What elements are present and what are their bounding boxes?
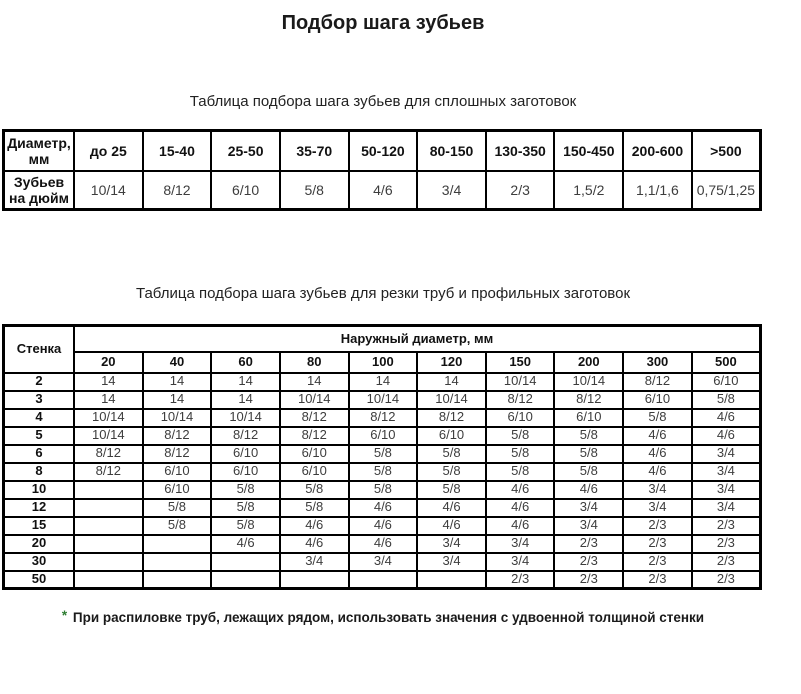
pitch-value: 4/6 (692, 427, 761, 445)
pitch-value: 3/4 (692, 463, 761, 481)
diameter-column-header: 80 (280, 352, 349, 373)
wall-thickness-label: 2 (4, 373, 75, 391)
pitch-value: 2/3 (554, 553, 623, 571)
teeth-per-inch-value: 0,75/1,25 (692, 171, 761, 210)
pitch-value: 4/6 (349, 535, 418, 553)
teeth-per-inch-value: 6/10 (211, 171, 280, 210)
pitch-value: 4/6 (349, 499, 418, 517)
pitch-value: 5/8 (417, 463, 486, 481)
pitch-value (417, 571, 486, 589)
diameter-range-header: 130-350 (486, 131, 555, 171)
diameter-column-header: 120 (417, 352, 486, 373)
pitch-value: 6/10 (143, 463, 212, 481)
pitch-value (211, 553, 280, 571)
pitch-value: 10/14 (74, 409, 143, 427)
wall-thickness-label: 20 (4, 535, 75, 553)
pitch-value: 10/14 (486, 373, 555, 391)
pitch-value: 2/3 (623, 571, 692, 589)
pitch-value: 5/8 (349, 445, 418, 463)
pitch-value: 4/6 (692, 409, 761, 427)
pitch-value: 8/12 (554, 391, 623, 409)
pitch-value: 5/8 (211, 517, 280, 535)
pitch-value: 14 (74, 373, 143, 391)
pitch-value: 5/8 (692, 391, 761, 409)
pitch-value: 3/4 (623, 499, 692, 517)
footnote (2, 610, 764, 625)
teeth-per-inch-value: 5/8 (280, 171, 349, 210)
pitch-value: 10/14 (417, 391, 486, 409)
wall-thickness-row (4, 481, 761, 499)
pitch-value (280, 571, 349, 589)
diameter-range-header: 200-600 (623, 131, 692, 171)
pitch-value: 4/6 (280, 535, 349, 553)
pipes-table-caption: Таблица подбора шага зубьев для резки труб и профильных заготовок (135, 285, 631, 302)
pitch-value: 5/8 (143, 499, 212, 517)
diameter-range-header: >500 (692, 131, 761, 171)
wall-thickness-label: 15 (4, 517, 75, 535)
pitch-value: 14 (280, 373, 349, 391)
pitch-value: 2/3 (692, 535, 761, 553)
diameter-range-header: до 25 (74, 131, 143, 171)
pitch-value: 3/4 (486, 553, 555, 571)
pitch-value: 2/3 (692, 571, 761, 589)
pitch-value: 3/4 (554, 517, 623, 535)
teeth-per-inch-value: 10/14 (74, 171, 143, 210)
diameter-row-header: Диаметр, мм (4, 131, 75, 171)
diameter-column-header: 500 (692, 352, 761, 373)
teeth-per-inch-value: 2/3 (486, 171, 555, 210)
wall-thickness-row (4, 391, 761, 409)
pitch-value: 6/10 (486, 409, 555, 427)
pitch-value: 8/12 (143, 445, 212, 463)
pitch-value: 3/4 (692, 499, 761, 517)
pitch-value: 4/6 (417, 499, 486, 517)
pitch-value: 8/12 (417, 409, 486, 427)
teeth-per-inch-row (4, 171, 761, 210)
pitch-value (349, 571, 418, 589)
pipes-profiles-table (2, 324, 762, 590)
pitch-value: 5/8 (143, 517, 212, 535)
pitch-value: 3/4 (417, 535, 486, 553)
pitch-value (74, 571, 143, 589)
wall-thickness-row (4, 463, 761, 481)
solid-stock-table-body (4, 131, 761, 210)
pipes-table-header (4, 326, 761, 373)
wall-thickness-row (4, 445, 761, 463)
pitch-value: 14 (417, 373, 486, 391)
pitch-value: 10/14 (280, 391, 349, 409)
pitch-value: 10/14 (554, 373, 623, 391)
pitch-value: 2/3 (692, 517, 761, 535)
footnote-text: При распиловке труб, лежащих рядом, использовать значения с удвоенной толщиной стенки (72, 610, 705, 625)
solid-stock-table-caption: Таблица подбора шага зубьев для сплошных заготовок (189, 93, 577, 110)
teeth-per-inch-value: 4/6 (349, 171, 418, 210)
diameter-header-row (4, 131, 761, 171)
solid-stock-table (2, 129, 762, 211)
pitch-value: 8/12 (143, 427, 212, 445)
pitch-value: 2/3 (623, 535, 692, 553)
pitch-value (143, 553, 212, 571)
pitch-value (74, 553, 143, 571)
wall-thickness-label: 12 (4, 499, 75, 517)
pitch-value: 8/12 (74, 463, 143, 481)
pitch-value: 4/6 (211, 535, 280, 553)
pitch-value: 4/6 (486, 517, 555, 535)
pitch-value: 5/8 (554, 463, 623, 481)
pitch-value: 8/12 (349, 409, 418, 427)
pitch-value: 6/10 (143, 481, 212, 499)
pitch-value: 3/4 (280, 553, 349, 571)
pitch-value: 6/10 (280, 445, 349, 463)
teeth-per-inch-value: 8/12 (143, 171, 212, 210)
wall-thickness-row (4, 427, 761, 445)
pitch-value: 4/6 (349, 517, 418, 535)
diameter-range-header: 50-120 (349, 131, 418, 171)
wall-thickness-row (4, 409, 761, 427)
wall-thickness-row (4, 517, 761, 535)
pitch-value: 10/14 (349, 391, 418, 409)
teeth-per-inch-value: 3/4 (417, 171, 486, 210)
pitch-value: 6/10 (692, 373, 761, 391)
pitch-value: 4/6 (623, 463, 692, 481)
wall-thickness-label: 4 (4, 409, 75, 427)
wall-thickness-row (4, 571, 761, 589)
pitch-value: 4/6 (486, 481, 555, 499)
pitch-value: 5/8 (211, 499, 280, 517)
diameter-range-header: 35-70 (280, 131, 349, 171)
pitch-value: 5/8 (623, 409, 692, 427)
pitch-value: 3/4 (623, 481, 692, 499)
pitch-value: 2/3 (692, 553, 761, 571)
pitch-value: 4/6 (623, 427, 692, 445)
pitch-value: 4/6 (417, 517, 486, 535)
pitch-value: 8/12 (280, 427, 349, 445)
diameter-column-header: 150 (486, 352, 555, 373)
wall-thickness-label: 8 (4, 463, 75, 481)
pitch-value: 3/4 (349, 553, 418, 571)
diameter-column-header: 40 (143, 352, 212, 373)
pitch-value: 14 (349, 373, 418, 391)
diameter-range-header: 150-450 (554, 131, 623, 171)
teeth-per-inch-value: 1,1/1,6 (623, 171, 692, 210)
diameter-column-header: 60 (211, 352, 280, 373)
wall-thickness-row (4, 553, 761, 571)
pitch-value: 14 (211, 391, 280, 409)
diameter-column-header: 200 (554, 352, 623, 373)
pitch-value: 3/4 (692, 481, 761, 499)
pitch-value (74, 535, 143, 553)
outer-diameter-group-row (4, 326, 761, 352)
pitch-value (74, 499, 143, 517)
pitch-value: 10/14 (74, 427, 143, 445)
pitch-value: 2/3 (623, 517, 692, 535)
page-title: Подбор шага зубьев (281, 12, 485, 34)
pitch-value: 5/8 (417, 481, 486, 499)
pitch-value: 6/10 (349, 427, 418, 445)
pitch-value: 6/10 (211, 445, 280, 463)
wall-thickness-label: 3 (4, 391, 75, 409)
pitch-value: 8/12 (623, 373, 692, 391)
pitch-value: 6/10 (417, 427, 486, 445)
pitch-value: 3/4 (417, 553, 486, 571)
diameter-column-header: 300 (623, 352, 692, 373)
teeth-row-header: Зубьев на дюйм (4, 171, 75, 210)
pitch-value: 14 (143, 373, 212, 391)
diameter-range-header: 25-50 (211, 131, 280, 171)
pitch-value: 5/8 (486, 445, 555, 463)
wall-thickness-row (4, 499, 761, 517)
pitch-value (143, 535, 212, 553)
pitch-value (74, 481, 143, 499)
pitch-value: 4/6 (280, 517, 349, 535)
pitch-value: 14 (211, 373, 280, 391)
diameter-range-header: 80-150 (417, 131, 486, 171)
diameter-columns-row (4, 352, 761, 373)
pitch-value: 2/3 (623, 553, 692, 571)
wall-thickness-label: 30 (4, 553, 75, 571)
pitch-value: 5/8 (349, 463, 418, 481)
pitch-value: 6/10 (623, 391, 692, 409)
diameter-column-header: 100 (349, 352, 418, 373)
diameter-range-header: 15-40 (143, 131, 212, 171)
wall-thickness-label: 6 (4, 445, 75, 463)
wall-thickness-label: 10 (4, 481, 75, 499)
pitch-value: 5/8 (211, 481, 280, 499)
pitch-value: 5/8 (280, 499, 349, 517)
pitch-value (74, 517, 143, 535)
pitch-value: 6/10 (280, 463, 349, 481)
pitch-value: 4/6 (486, 499, 555, 517)
pitch-value: 5/8 (417, 445, 486, 463)
pitch-value: 5/8 (349, 481, 418, 499)
pitch-value: 6/10 (554, 409, 623, 427)
pitch-value: 8/12 (280, 409, 349, 427)
wall-thickness-row (4, 373, 761, 391)
pitch-value: 10/14 (143, 409, 212, 427)
pitch-value: 5/8 (280, 481, 349, 499)
pitch-value (211, 571, 280, 589)
diameter-column-header: 20 (74, 352, 143, 373)
wall-thickness-label: 5 (4, 427, 75, 445)
pitch-value: 5/8 (486, 427, 555, 445)
pitch-value: 2/3 (486, 571, 555, 589)
pipes-table-body (4, 373, 761, 589)
outer-diameter-group-header: Наружный диаметр, мм (74, 326, 761, 352)
pitch-value: 8/12 (74, 445, 143, 463)
pitch-value: 5/8 (554, 445, 623, 463)
pitch-value: 5/8 (554, 427, 623, 445)
wall-thickness-label: 50 (4, 571, 75, 589)
pitch-value: 2/3 (554, 535, 623, 553)
pitch-value: 14 (74, 391, 143, 409)
pitch-value: 8/12 (211, 427, 280, 445)
pitch-value: 2/3 (554, 571, 623, 589)
pitch-value: 6/10 (211, 463, 280, 481)
wall-corner-header: Стенка (4, 326, 75, 373)
pitch-value: 14 (143, 391, 212, 409)
pitch-value: 3/4 (554, 499, 623, 517)
pitch-value: 10/14 (211, 409, 280, 427)
pitch-value: 8/12 (486, 391, 555, 409)
pitch-value: 4/6 (623, 445, 692, 463)
wall-thickness-row (4, 535, 761, 553)
pitch-value: 5/8 (486, 463, 555, 481)
footnote-asterisk-icon: * (61, 608, 68, 623)
pitch-value: 3/4 (486, 535, 555, 553)
pitch-value: 4/6 (554, 481, 623, 499)
pitch-value (143, 571, 212, 589)
teeth-per-inch-value: 1,5/2 (554, 171, 623, 210)
pitch-value: 3/4 (692, 445, 761, 463)
